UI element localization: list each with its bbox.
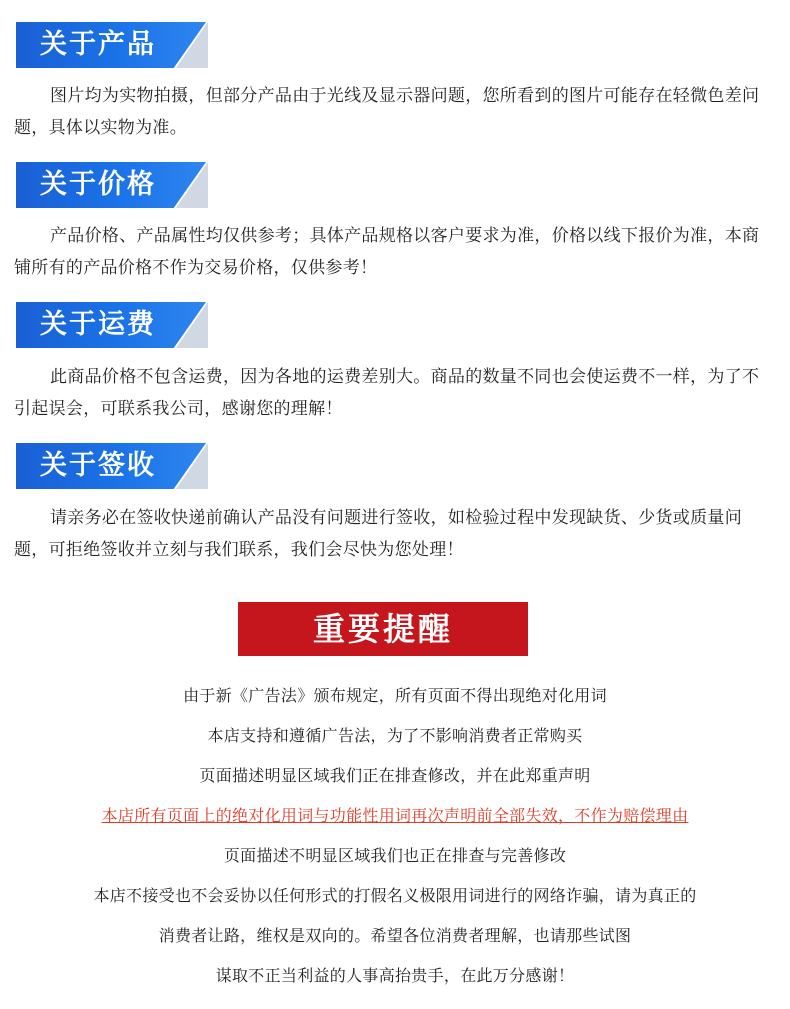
notice-warning-line: 本店所有页面上的绝对化用词与功能性用词再次声明前全部失效，不作为赔偿理由 (101, 806, 689, 825)
notice-line: 本店不接受也不会妥协以任何形式的打假名义极限用词进行的网络诈骗，请为真正的 (93, 886, 697, 905)
notice-line: 谋取不正当利益的人事高抬贵手，在此万分感谢！ (215, 966, 575, 985)
section-text: 请亲务必在签收快递前确认产品没有问题进行签收，如检验过程中发现缺货、少货或质量问题，可拒绝签收并立刻与我们联系，我们会尽快为您处理！ (14, 508, 742, 560)
notice-line: 由于新《广告法》颁布规定，所有页面不得出现绝对化用词 (183, 686, 607, 705)
section-title: 关于产品 (40, 29, 156, 60)
section-title: 关于价格 (40, 169, 156, 200)
notice-line: 页面描述明显区域我们正在排查修改，并在此郑重声明 (199, 766, 591, 785)
notice-line: 本店支持和遵循广告法，为了不影响消费者正常购买 (207, 726, 583, 745)
notice-line: 消费者让路，维权是双向的。希望各位消费者理解，也请那些试图 (158, 926, 632, 945)
section-text: 此商品价格不包含运费，因为各地的运费差别大。商品的数量不同也会使运费不一样，为了不引起误会，可联系我公司，感谢您的理解！ (14, 367, 760, 419)
section-title: 关于运费 (40, 309, 156, 340)
section-text: 图片均为实物拍摄，但部分产品由于光线及显示器问题，您所看到的图片可能存在轻微色差问题，具体以实物为准。 (14, 86, 760, 138)
notice-title: 重要提醒 (238, 602, 528, 656)
section-title: 关于签收 (40, 450, 156, 481)
section-text: 产品价格、产品属性均仅供参考；具体产品规格以客户要求为准，价格以线下报价为准，本商铺所有的产品价格不作为交易价格，仅供参考！ (14, 226, 760, 278)
notice-line: 页面描述不明显区域我们也正在排查与完善修改 (223, 846, 567, 865)
